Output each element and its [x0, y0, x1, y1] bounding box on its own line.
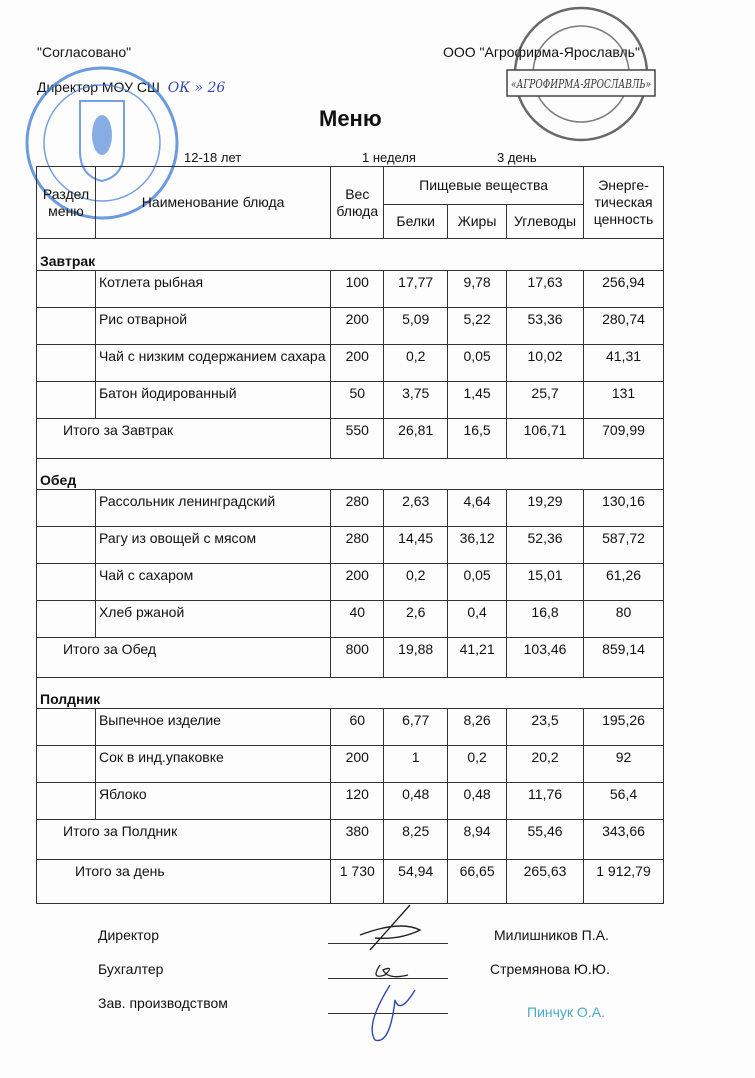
col-fat: Жиры — [448, 205, 507, 239]
cell-fat: 0,05 — [448, 564, 507, 601]
cell-section — [37, 746, 96, 783]
cell-dish: Котлета рыбная — [95, 271, 330, 308]
cell-protein: 0,2 — [384, 345, 448, 382]
cell-carbs: 103,46 — [507, 638, 584, 678]
cell-carbs: 106,71 — [507, 419, 584, 459]
section-name: Завтрак — [37, 239, 331, 271]
cell-section — [37, 601, 96, 638]
col-dish: Наименование блюда — [95, 167, 330, 239]
cell-carbs: 52,36 — [507, 527, 584, 564]
section-spacer — [331, 678, 664, 709]
director-label: Директор МОУ СШ — [37, 79, 160, 95]
day-label: 3 день — [497, 150, 537, 165]
signature-role: Бухгалтер — [98, 961, 164, 977]
cell-weight: 280 — [331, 527, 384, 564]
company-name: ООО "Агрофирма-Ярославль" — [443, 44, 640, 60]
cell-weight: 200 — [331, 564, 384, 601]
cell-energy: 1 912,79 — [584, 860, 664, 904]
cell-weight: 280 — [331, 490, 384, 527]
section-name: Полдник — [37, 678, 331, 709]
svg-text:«АГРОФИРМА-ЯРОСЛАВЛЬ»: «АГРОФИРМА-ЯРОСЛАВЛЬ» — [511, 77, 651, 91]
table-row — [37, 527, 664, 564]
cell-fat: 36,12 — [448, 527, 507, 564]
cell-dish: Рагу из овощей с мясом — [95, 527, 330, 564]
cell-energy: 80 — [584, 601, 664, 638]
col-carbs: Углеводы — [507, 205, 584, 239]
table-row — [37, 746, 664, 783]
signer-name: Пинчук О.А. — [527, 1004, 605, 1020]
cell-carbs: 53,36 — [507, 308, 584, 345]
cell-carbs: 16,8 — [507, 601, 584, 638]
cell-protein: 1 — [384, 746, 448, 783]
day-total-row — [37, 860, 664, 904]
cell-weight: 800 — [331, 638, 384, 678]
cell-weight: 200 — [331, 345, 384, 382]
cell-energy: 130,16 — [584, 490, 664, 527]
cell-dish: Рис отварной — [95, 308, 330, 345]
day-total-label: Итого за день — [37, 860, 331, 904]
cell-fat: 66,65 — [448, 860, 507, 904]
total-label: Итого за Завтрак — [37, 419, 331, 459]
cell-protein: 5,09 — [384, 308, 448, 345]
cell-energy: 343,66 — [584, 820, 664, 860]
cell-carbs: 10,02 — [507, 345, 584, 382]
cell-fat: 8,94 — [448, 820, 507, 860]
table-row — [37, 308, 664, 345]
cell-dish: Батон йодированный — [95, 382, 330, 419]
menu-table — [36, 166, 664, 904]
cell-energy: 41,31 — [584, 345, 664, 382]
table-row — [37, 709, 664, 746]
total-row — [37, 820, 664, 860]
col-energy: Энерге-тическая ценность — [584, 167, 664, 239]
cell-fat: 0,4 — [448, 601, 507, 638]
cell-energy: 56,4 — [584, 783, 664, 820]
age-group: 12-18 лет — [184, 150, 242, 165]
cell-energy: 131 — [584, 382, 664, 419]
cell-fat: 0,48 — [448, 783, 507, 820]
cell-protein: 2,63 — [384, 490, 448, 527]
cell-section — [37, 709, 96, 746]
total-row — [37, 419, 664, 459]
approved-label: "Согласовано" — [37, 44, 132, 60]
cell-protein: 17,77 — [384, 271, 448, 308]
cell-dish: Яблоко — [95, 783, 330, 820]
section-header — [37, 239, 664, 271]
cell-section — [37, 490, 96, 527]
cell-fat: 16,5 — [448, 419, 507, 459]
cell-protein: 0,48 — [384, 783, 448, 820]
cell-fat: 9,78 — [448, 271, 507, 308]
handwritten-number: ОК » 26 — [167, 80, 226, 96]
table-row — [37, 271, 664, 308]
cell-dish: Чай с низким содержанием сахара — [95, 345, 330, 382]
table-row — [37, 490, 664, 527]
section-header — [37, 678, 664, 709]
cell-carbs: 55,46 — [507, 820, 584, 860]
cell-section — [37, 783, 96, 820]
table-row — [37, 345, 664, 382]
col-section: Раздел меню — [37, 167, 96, 239]
signature-role: Директор — [98, 927, 159, 943]
total-label: Итого за Обед — [37, 638, 331, 678]
cell-carbs: 11,76 — [507, 783, 584, 820]
cell-fat: 41,21 — [448, 638, 507, 678]
signer-name: Стремянова Ю.Ю. — [490, 961, 610, 977]
cell-energy: 195,26 — [584, 709, 664, 746]
signer-name: Милишников П.А. — [494, 927, 609, 943]
cell-energy: 280,74 — [584, 308, 664, 345]
cell-protein: 2,6 — [384, 601, 448, 638]
week-label: 1 неделя — [362, 150, 416, 165]
cell-dish: Выпечное изделие — [95, 709, 330, 746]
company-stamp — [493, 4, 668, 144]
cell-protein: 6,77 — [384, 709, 448, 746]
cell-section — [37, 308, 96, 345]
col-nutrients: Пищевые вещества — [384, 167, 584, 205]
cell-fat: 8,26 — [448, 709, 507, 746]
cell-dish: Сок в инд.упаковке — [95, 746, 330, 783]
cell-energy: 587,72 — [584, 527, 664, 564]
cell-weight: 60 — [331, 709, 384, 746]
section-header — [37, 459, 664, 490]
cell-carbs: 19,29 — [507, 490, 584, 527]
cell-energy: 709,99 — [584, 419, 664, 459]
cell-protein: 19,88 — [384, 638, 448, 678]
total-row — [37, 638, 664, 678]
cell-weight: 200 — [331, 308, 384, 345]
cell-section — [37, 382, 96, 419]
cell-fat: 5,22 — [448, 308, 507, 345]
cell-section — [37, 564, 96, 601]
cell-carbs: 23,5 — [507, 709, 584, 746]
cell-protein: 14,45 — [384, 527, 448, 564]
cell-energy: 256,94 — [584, 271, 664, 308]
cell-dish: Хлеб ржаной — [95, 601, 330, 638]
cell-energy: 92 — [584, 746, 664, 783]
cell-protein: 0,2 — [384, 564, 448, 601]
cell-protein: 54,94 — [384, 860, 448, 904]
section-name: Обед — [37, 459, 331, 490]
cell-energy: 61,26 — [584, 564, 664, 601]
cell-weight: 1 730 — [331, 860, 384, 904]
cell-section — [37, 271, 96, 308]
section-spacer — [331, 459, 664, 490]
cell-weight: 100 — [331, 271, 384, 308]
cell-section — [37, 345, 96, 382]
cell-energy: 859,14 — [584, 638, 664, 678]
col-weight: Вес блюда — [331, 167, 384, 239]
cell-protein: 3,75 — [384, 382, 448, 419]
page-title: Меню — [319, 106, 382, 131]
cell-weight: 50 — [331, 382, 384, 419]
col-protein: Белки — [384, 205, 448, 239]
cell-weight: 380 — [331, 820, 384, 860]
cell-carbs: 17,63 — [507, 271, 584, 308]
cell-dish: Чай с сахаром — [95, 564, 330, 601]
cell-carbs: 15,01 — [507, 564, 584, 601]
table-row — [37, 783, 664, 820]
signature-role: Зав. производством — [98, 995, 228, 1011]
cell-carbs: 265,63 — [507, 860, 584, 904]
total-label: Итого за Полдник — [37, 820, 331, 860]
cell-weight: 40 — [331, 601, 384, 638]
cell-section — [37, 527, 96, 564]
cell-protein: 26,81 — [384, 419, 448, 459]
cell-fat: 4,64 — [448, 490, 507, 527]
cell-carbs: 25,7 — [507, 382, 584, 419]
cell-weight: 200 — [331, 746, 384, 783]
cell-dish: Рассольник ленинградский — [95, 490, 330, 527]
cell-weight: 550 — [331, 419, 384, 459]
cell-carbs: 20,2 — [507, 746, 584, 783]
table-row — [37, 601, 664, 638]
handwritten-signatures — [340, 905, 450, 1045]
table-row — [37, 382, 664, 419]
table-row — [37, 564, 664, 601]
cell-fat: 0,2 — [448, 746, 507, 783]
cell-fat: 0,05 — [448, 345, 507, 382]
cell-fat: 1,45 — [448, 382, 507, 419]
cell-weight: 120 — [331, 783, 384, 820]
section-spacer — [331, 239, 664, 271]
cell-protein: 8,25 — [384, 820, 448, 860]
